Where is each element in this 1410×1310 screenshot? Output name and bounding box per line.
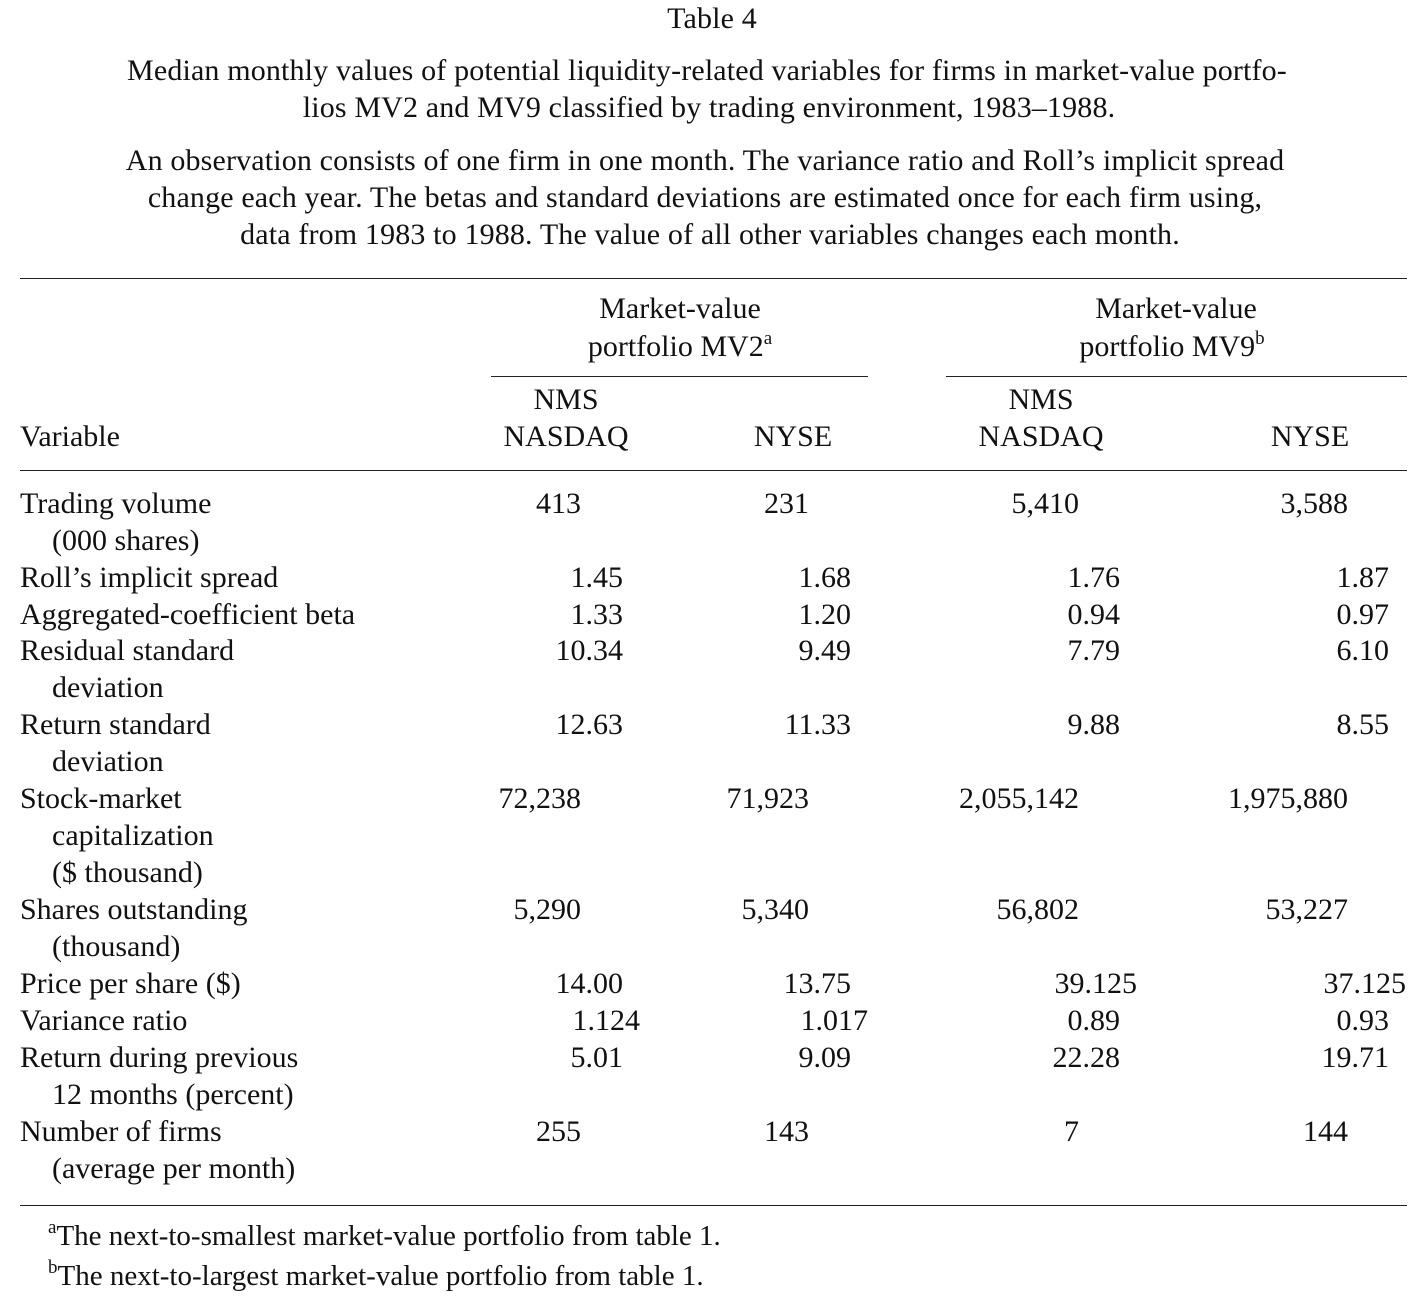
cell-mv2-nasdaq: 5.01 [570, 1041, 623, 1074]
cell-mv2-nasdaq: 72,238 [498, 782, 581, 815]
row-label-cont: capitalization [52, 819, 214, 852]
cell-mv9-nyse: 1,975,880 [1228, 782, 1348, 815]
row-label: Variance ratio [20, 1004, 188, 1037]
row-label-cont: (thousand) [52, 930, 181, 963]
cell-mv9-nyse: 0.93 [1336, 1004, 1389, 1037]
cell-mv2-nyse: 71,923 [726, 782, 809, 815]
footnote-mark-b: b [1255, 328, 1265, 349]
cell-mv9-nasdaq: 7 [1064, 1115, 1079, 1148]
row-label-cont: deviation [52, 671, 164, 704]
cell-mv2-nasdaq: 10.34 [555, 634, 623, 667]
row-label: Roll’s implicit spread [20, 561, 279, 594]
col-header-mv2-nyse: NYSE [753, 420, 833, 453]
note-line-1: An observation consists of one firm in one month. The variance ratio and Roll’s implicit spread [125, 144, 1285, 177]
cell-mv9-nasdaq: 9.88 [1067, 708, 1120, 741]
cell-mv9-nyse: 144 [1303, 1115, 1348, 1148]
cell-mv9-nyse: 1.87 [1336, 561, 1389, 594]
cell-mv9-nasdaq: 39.125 [1054, 967, 1137, 1000]
col-header-mv2-nms: NMS [533, 383, 599, 416]
footnote-b-mark: b [48, 1257, 58, 1278]
cell-mv2-nasdaq: 12.63 [555, 708, 623, 741]
row-label-cont: ($ thousand) [52, 856, 203, 889]
note-line-2: change each year. The betas and standard deviations are estimated once for each firm using, [147, 181, 1263, 214]
cell-mv9-nasdaq: 0.89 [1067, 1004, 1120, 1037]
row-label: Return standard [20, 708, 211, 741]
cell-mv2-nasdaq: 1.124 [572, 1004, 640, 1037]
cell-mv2-nyse: 231 [764, 487, 809, 520]
col-header-mv9-nasdaq: NASDAQ [978, 420, 1104, 453]
cell-mv2-nasdaq: 1.33 [570, 598, 623, 631]
footnote-b: $^b$The next-to-largest market-value portfolio from table 1. [48, 1257, 704, 1292]
group-header-mv2-line2: portfolio MV2$^a$ [587, 328, 773, 363]
cell-mv9-nyse: 37.125 [1323, 967, 1406, 1000]
table-title: Table 4 [667, 2, 757, 35]
note-line-3: data from 1983 to 1988. The value of all other variables changes each month. [240, 218, 1180, 251]
group-rule-mv2 [491, 376, 868, 377]
col-header-mv9-nyse: NYSE [1270, 420, 1350, 453]
row-label-cont: (average per month) [52, 1152, 296, 1185]
footnote-a-mark: a [48, 1217, 57, 1238]
cell-mv2-nyse: 9.09 [798, 1041, 851, 1074]
cell-mv2-nyse: 1.017 [800, 1004, 868, 1037]
cell-mv9-nyse: 53,227 [1265, 893, 1348, 926]
col-header-mv9-nms: NMS [1008, 383, 1074, 416]
row-label: Shares outstanding [20, 893, 248, 926]
row-label: Price per share ($) [20, 967, 241, 1000]
cell-mv2-nasdaq: 1.45 [570, 561, 623, 594]
cell-mv9-nasdaq: 2,055,142 [959, 782, 1079, 815]
cell-mv2-nyse: 5,340 [741, 893, 809, 926]
table-top-rule [20, 278, 1407, 279]
col-header-mv2-nasdaq: NASDAQ [503, 420, 629, 453]
group-header-mv9-line1: Market-value [1095, 292, 1257, 325]
row-label-cont: deviation [52, 745, 164, 778]
caption-line-1: Median monthly values of potential liquidity-related variables for firms in market-value portfo- [127, 54, 1287, 87]
row-label: Number of firms [20, 1115, 222, 1148]
row-label: Aggregated-coefficient beta [20, 598, 356, 631]
cell-mv2-nyse: 9.49 [798, 634, 851, 667]
row-label: Stock-market [20, 782, 182, 815]
cell-mv9-nyse: 6.10 [1336, 634, 1389, 667]
cell-mv9-nyse: 3,588 [1280, 487, 1348, 520]
row-label-cont: 12 months (percent) [52, 1078, 294, 1111]
cell-mv2-nasdaq: 255 [536, 1115, 581, 1148]
cell-mv9-nasdaq: 1.76 [1067, 561, 1120, 594]
row-label: Residual standard [20, 634, 235, 667]
col-header-variable: Variable [20, 420, 120, 453]
group-header-mv2-line1: Market-value [599, 292, 761, 325]
footnote-a: $^a$The next-to-smallest market-value portfolio from table 1. [48, 1217, 721, 1252]
header-bottom-rule [20, 470, 1407, 471]
row-label: Return during previous [20, 1041, 299, 1074]
cell-mv2-nyse: 11.33 [784, 708, 851, 741]
row-label: Trading volume [20, 487, 212, 520]
group-header-mv9-line2: portfolio MV9$^b$ [1079, 328, 1265, 363]
cell-mv2-nyse: 143 [764, 1115, 809, 1148]
footnote-mark-a: a [763, 328, 773, 349]
cell-mv9-nasdaq: 7.79 [1067, 634, 1120, 667]
cell-mv2-nasdaq: 413 [536, 487, 581, 520]
cell-mv9-nyse: 8.55 [1336, 708, 1389, 741]
cell-mv2-nasdaq: 5,290 [513, 893, 581, 926]
row-label-cont: (000 shares) [52, 524, 200, 557]
cell-mv2-nyse: 13.75 [783, 967, 851, 1000]
group-rule-mv9 [946, 376, 1407, 377]
cell-mv9-nyse: 19.71 [1321, 1041, 1389, 1074]
cell-mv2-nyse: 1.20 [798, 598, 851, 631]
table-bottom-rule [20, 1205, 1407, 1206]
cell-mv9-nasdaq: 5,410 [1011, 487, 1079, 520]
cell-mv9-nasdaq: 0.94 [1067, 598, 1120, 631]
cell-mv9-nasdaq: 22.28 [1052, 1041, 1120, 1074]
cell-mv9-nasdaq: 56,802 [996, 893, 1079, 926]
cell-mv2-nyse: 1.68 [798, 561, 851, 594]
caption-line-2: lios MV2 and MV9 classified by trading environment, 1983–1988. [302, 91, 1116, 124]
cell-mv2-nasdaq: 14.00 [555, 967, 623, 1000]
cell-mv9-nyse: 0.97 [1336, 598, 1389, 631]
